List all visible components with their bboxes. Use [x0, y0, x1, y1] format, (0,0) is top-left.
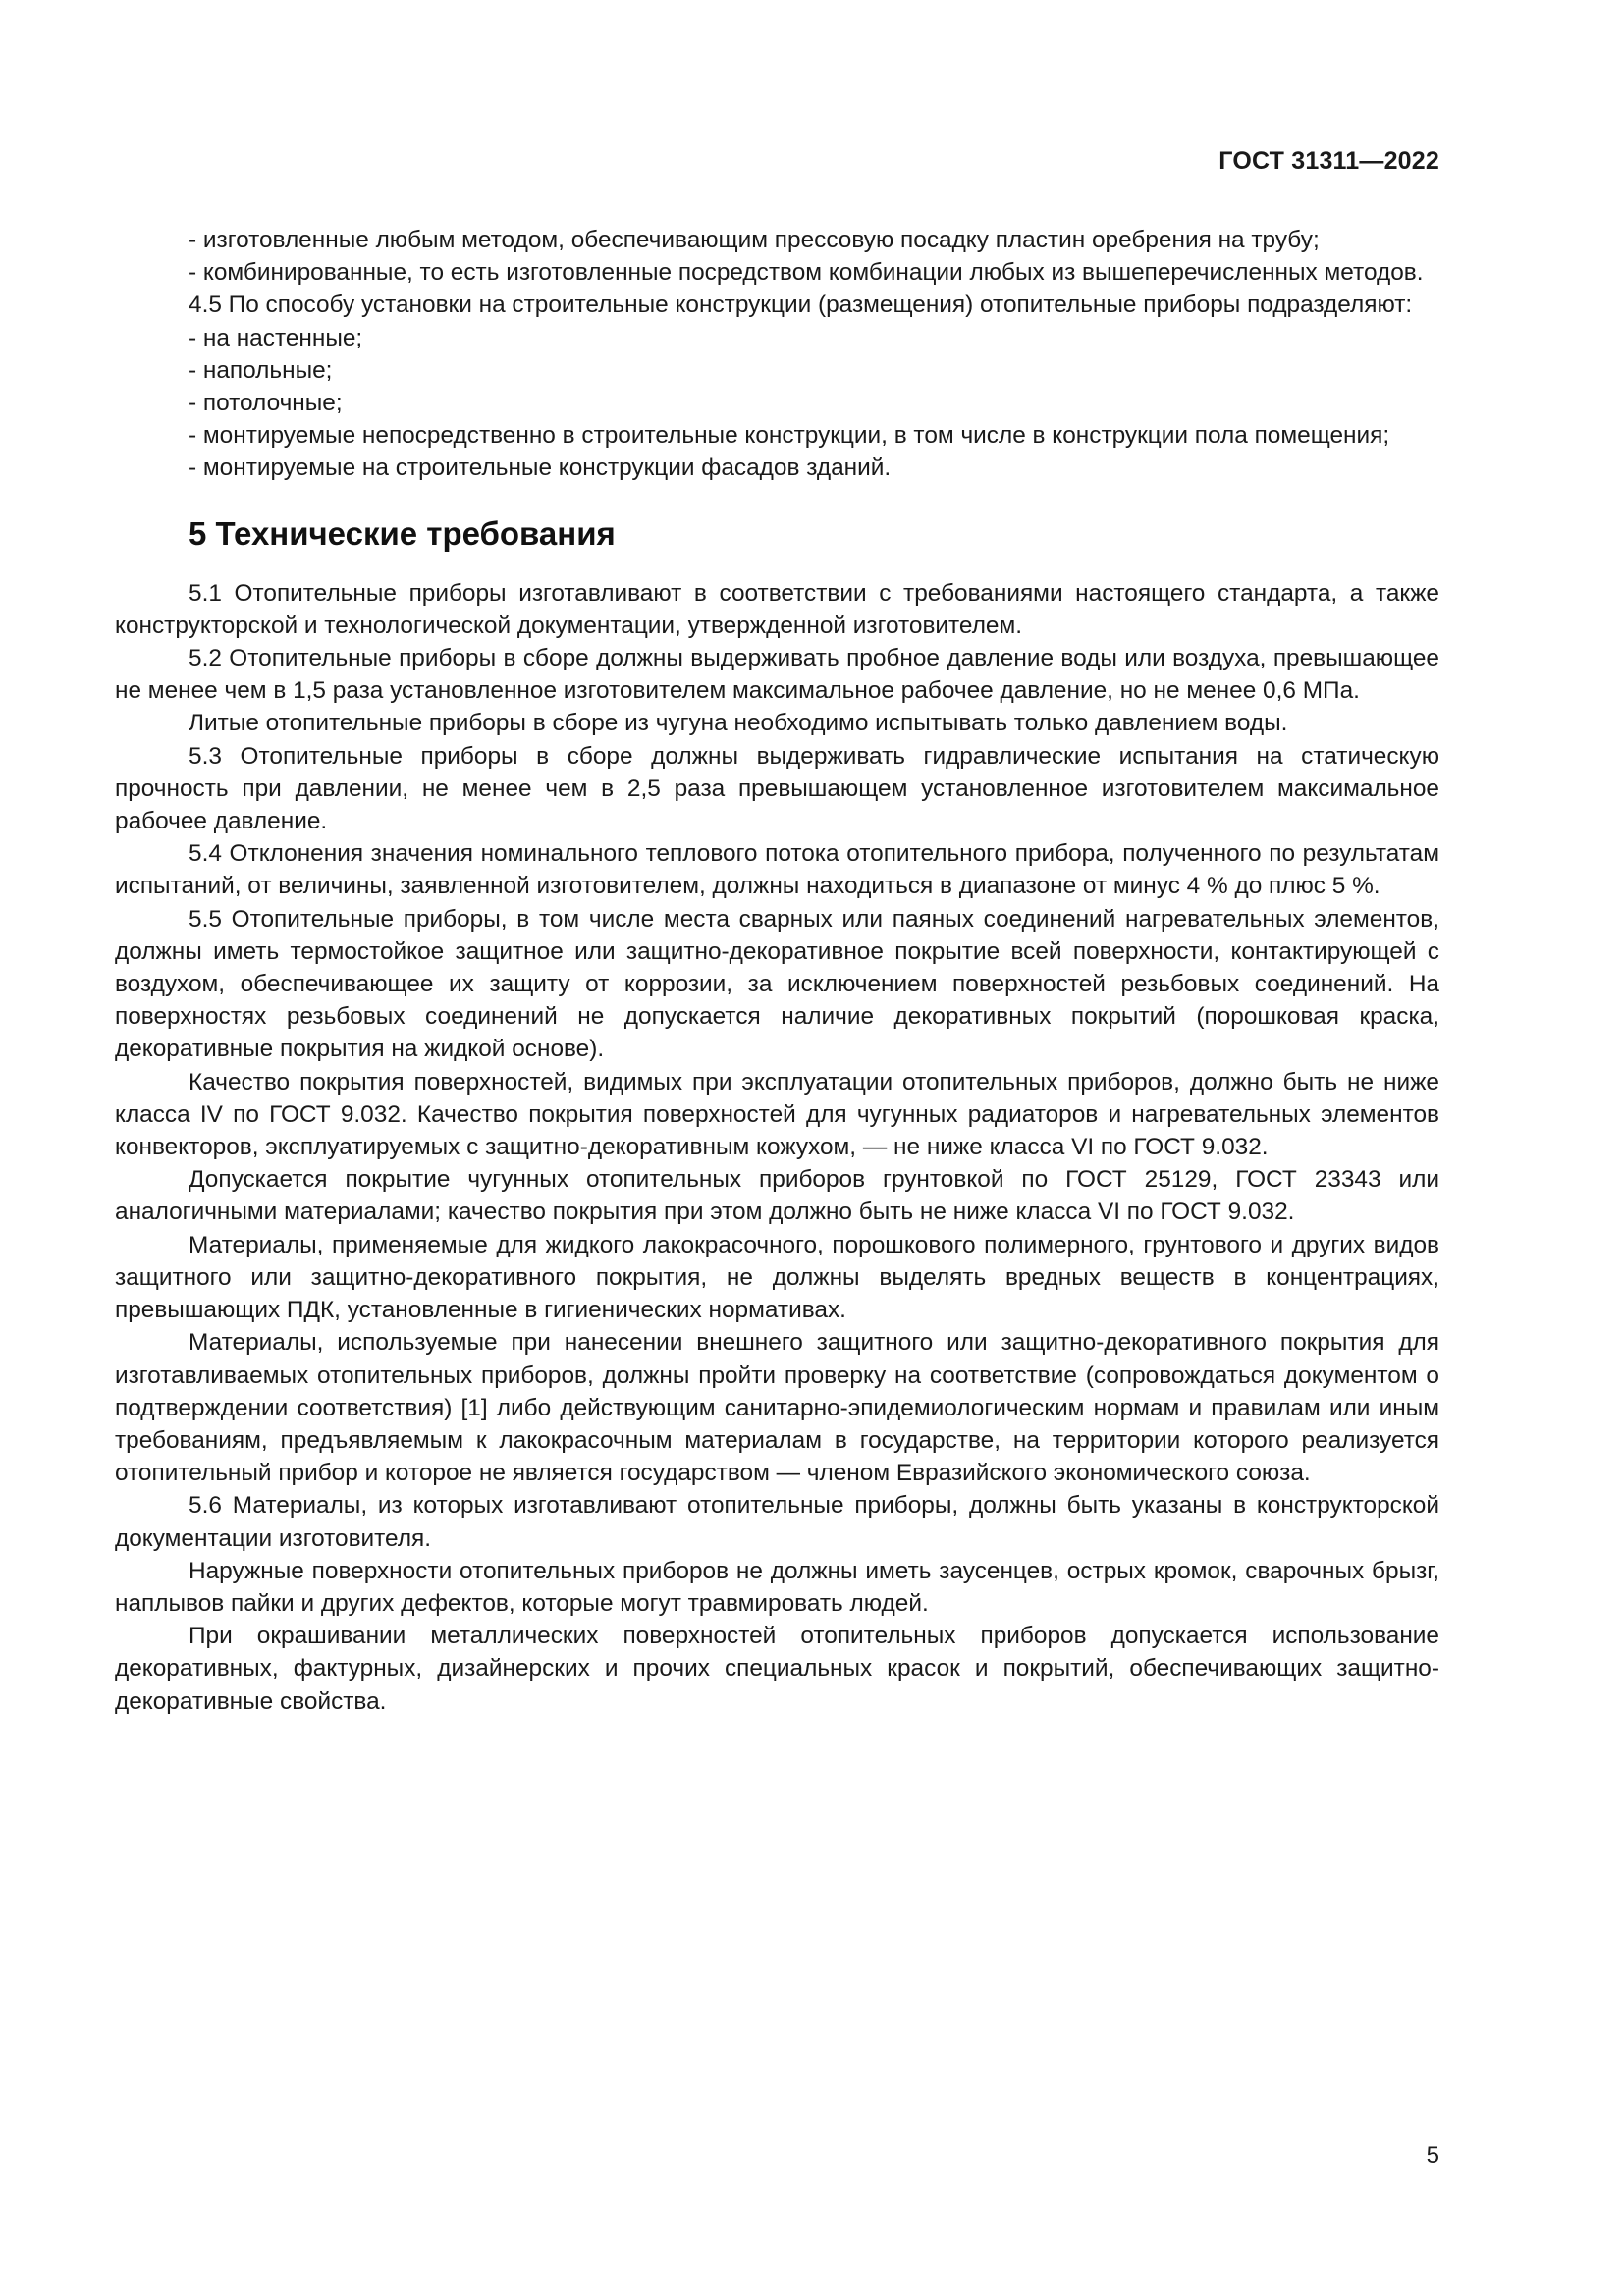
list-item: - потолочные;	[189, 390, 343, 417]
paragraph: При окрашивании металлических поверхностей отопительных приборов допускается использование декоративных, фактурных, дизайнерских и прочих специальных красок и покрытий, обеспечивающих защитно-декоративные свойства.	[115, 1623, 1439, 1715]
document-code-header: ГОСТ 31311—2022	[1218, 147, 1439, 175]
list-item: - напольные;	[189, 356, 333, 384]
list-item: - комбинированные, то есть изготовленные посредством комбинации любых из вышеперечисленных методов.	[189, 259, 1424, 287]
list-item: - изготовленные любым методом, обеспечивающим прессовую посадку пластин оребрения на трубу;	[189, 227, 1320, 253]
list-item: - монтируемые непосредственно в строительные конструкции, в том числе в конструкции пола помещения;	[189, 422, 1390, 450]
section-heading: 5 Технические требования	[189, 514, 616, 552]
page-number: 5	[1426, 2142, 1439, 2168]
list-item: - монтируемые на строительные конструкции фасадов зданий.	[189, 454, 892, 482]
list-item: - на настенные;	[189, 324, 363, 351]
paragraph: 5.1 Отопительные приборы изготавливают в соответствии с требованиями настоящего стандарта, а также конструкторской и технологической документации, утвержденной изготовителем.	[115, 579, 1439, 639]
paragraph: 5.2 Отопительные приборы в сборе должны выдерживать пробное давление воды или воздуха, превышающее не менее чем в 1,5 раза установленное изготовителем максимальное рабочее давление, но не менее 0,6 МПа.	[115, 645, 1439, 705]
paragraph: 5.3 Отопительные приборы в сборе должны выдерживать гидравлические испытания на статическую прочность при давлении, не менее чем в 2,5 раза превышающем установленное изготовителем максимальное рабочее давление.	[115, 742, 1439, 835]
paragraph: Допускается покрытие чугунных отопительных приборов грунтовкой по ГОСТ 25129, ГОСТ 23343 или аналогичными материалами; качество покрытия при этом должно быть не ниже класса VI по ГОСТ 9.032.	[115, 1166, 1439, 1226]
paragraph: Материалы, применяемые для жидкого лакокрасочного, порошкового полимерного, грунтового и других видов защитного или защитно-декоративного покрытия, не должны выделять вредных веществ в концентрациях, превышающих ПДК, установленные в гигиенических нормативах.	[115, 1231, 1439, 1324]
paragraph: 5.4 Отклонения значения номинального теплового потока отопительного прибора, полученного по результатам испытаний, от величины, заявленной изготовителем, должны находиться в диапазоне от минус 4 % до плюс 5 %.	[115, 840, 1439, 900]
paragraph: 4.5 По способу установки на строительные конструкции (размещения) отопительные приборы подразделяют:	[189, 292, 1413, 319]
paragraph: Качество покрытия поверхностей, видимых при эксплуатации отопительных приборов, должно быть не ниже класса IV по ГОСТ 9.032. Качество покрытия поверхностей для чугунных радиаторов и нагревательных элементов конвекторов, эксплуатируемых с защитно-декоративным кожухом, — не ниже класса VI по ГОСТ 9.032.	[115, 1068, 1439, 1161]
paragraph: 5.6 Материалы, из которых изготавливают отопительные приборы, должны быть указаны в конструкторской документации изготовителя.	[115, 1492, 1439, 1552]
paragraph: Литые отопительные приборы в сборе из чугуна необходимо испытывать только давлением воды.	[189, 710, 1288, 737]
document-body	[115, 224, 1439, 1718]
paragraph: Наружные поверхности отопительных приборов не должны иметь заусенцев, острых кромок, сварочных брызг, наплывов пайки и других дефектов, которые могут травмировать людей.	[115, 1557, 1439, 1617]
paragraph: Материалы, используемые при нанесении внешнего защитного или защитно-декоративного покрытия для изготавливаемых отопительных приборов, должны пройти проверку на соответствие (сопровождаться документом о подтверждении соответствия) [1] либо действующим санитарно-эпидемиологическим нормам и правилам или иным требованиям, предъявляемым к лакокрасочным материалам в государстве, на территории которого реализуется отопительный прибор и которое не является государством — членом Евразийского экономического союза.	[115, 1329, 1439, 1487]
paragraph: 5.5 Отопительные приборы, в том числе места сварных или паяных соединений нагревательных элементов, должны иметь термостойкое защитное или защитно-декоративное покрытие всей поверхности, контактирующей с воздухом, обеспечивающее их защиту от коррозии, за исключением поверхностей резьбовых соединений. На поверхностях резьбовых соединений не допускается наличие декоративных покрытий (порошковая краска, декоративные покрытия на жидкой основе).	[115, 905, 1439, 1063]
